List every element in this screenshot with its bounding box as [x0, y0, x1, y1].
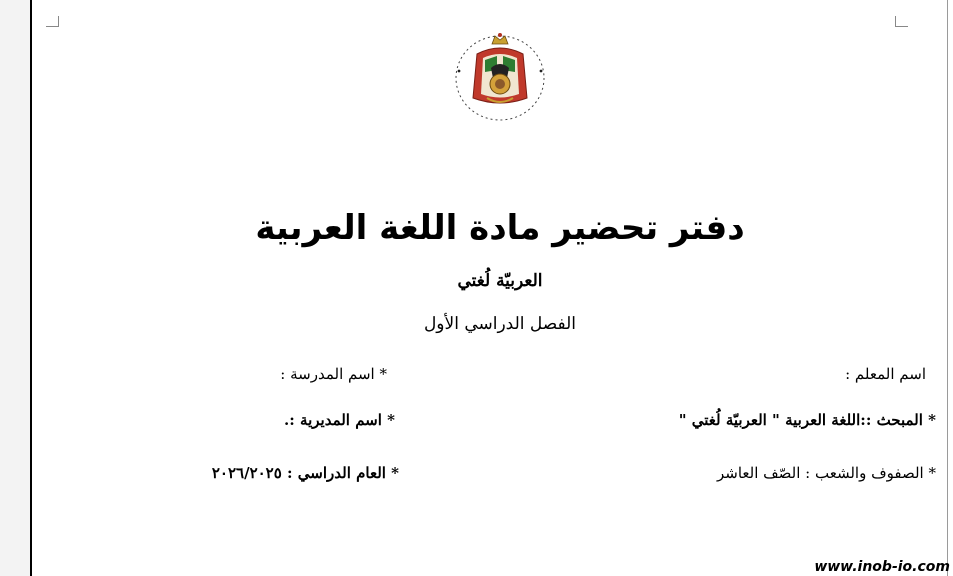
grades-field: * الصفوف والشعب : الصّف العاشر: [716, 464, 936, 482]
academic-year-field: * العام الدراسي : ٢٠٢٦/٢٠٢٥: [211, 464, 399, 482]
crop-mark-top-left: [46, 16, 59, 27]
teacher-name-field: اسم المعلم :: [845, 365, 926, 383]
ministry-emblem: [447, 26, 553, 126]
semester-label: الفصل الدراسي الأول: [423, 314, 577, 334]
page-border-left: [30, 0, 32, 576]
coat-of-arms-icon: [447, 26, 553, 126]
page-border-right: [947, 0, 948, 576]
document-title: دفتر تحضير مادة اللغة العربية: [255, 208, 745, 248]
crop-mark-top-right: [895, 16, 908, 27]
book-name: العربيّة لُغتي: [457, 271, 543, 291]
subject-field: * المبحث ::اللغة العربية " العربيّة لُغتي ": [678, 411, 936, 429]
school-name-field: * اسم المدرسة :: [280, 365, 387, 383]
source-watermark: www.inob-io.com: [814, 559, 950, 575]
directorate-field: * اسم المديرية :.: [284, 411, 395, 429]
page-margin: [0, 0, 30, 576]
